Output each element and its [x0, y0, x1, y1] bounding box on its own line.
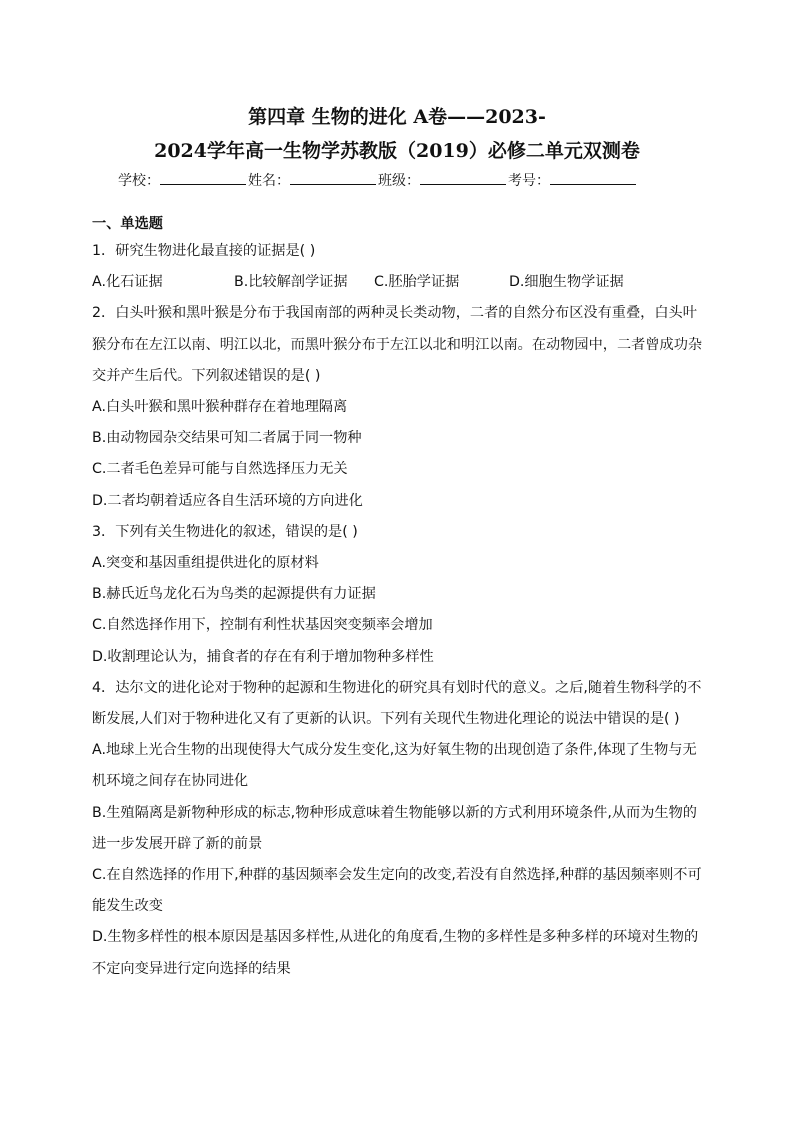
school-field[interactable]	[118, 169, 248, 192]
option-a[interactable]: A.化石证据	[92, 274, 163, 291]
exam-number-label: 考号：	[508, 173, 550, 189]
question-3	[92, 517, 704, 673]
section-heading: 一、单选题	[92, 216, 163, 232]
option-d[interactable]: D.二者均朝着适应各自生活环境的方向进化	[92, 492, 363, 509]
class-field[interactable]	[378, 169, 508, 192]
class-label: 班级：	[378, 173, 420, 189]
question-stem: 3．下列有关生物进化的叙述，错误的是( )	[92, 523, 358, 540]
options-row	[92, 267, 704, 298]
option-a[interactable]: A.突变和基因重组提供进化的原材料	[92, 555, 319, 572]
exam-number-blank[interactable]	[550, 169, 636, 185]
name-blank[interactable]	[290, 169, 376, 185]
option-b[interactable]: B.由动物园杂交结果可知二者属于同一物种	[92, 430, 362, 447]
option-a[interactable]: A.地球上光合生物的出现使得大气成分发生变化,这为好氧生物的出现创造了条件,体现了生物与无机环境之间存在协同进化	[92, 742, 697, 790]
exam-number-field[interactable]	[508, 169, 638, 192]
option-b[interactable]: B.生殖隔离是新物种形成的标志,物种形成意味着生物能够以新的方式利用环境条件,从而为生物的进一步发展开辟了新的前景	[92, 804, 697, 852]
question-stem: 4．达尔文的进化论对于物种的起源和生物进化的研究具有划时代的意义。之后,随着生物科学的不断发展,人们对于物种进化又有了更新的认识。下列有关现代生物进化理论的说法中错误的是( )	[92, 679, 702, 728]
option-c[interactable]: C.二者毛色差异可能与自然选择压力无关	[92, 461, 348, 478]
option-d[interactable]: D.收割理论认为，捕食者的存在有利于增加物种多样性	[92, 648, 434, 665]
option-c[interactable]: C.自然选择作用下，控制有利性状基因突变频率会增加	[92, 617, 433, 634]
question-4	[92, 673, 704, 985]
name-field[interactable]	[248, 169, 378, 192]
exam-content	[92, 212, 704, 985]
exam-title	[60, 100, 734, 168]
option-c[interactable]: C.在自然选择的作用下,种群的基因频率会发生定向的改变,若没有自然选择,种群的基因频率则不可能发生改变	[92, 867, 702, 915]
school-blank[interactable]	[160, 169, 246, 185]
option-d[interactable]: D.生物多样性的根本原因是基因多样性,从进化的角度看,生物的多样性是多种多样的环境对生物的不定向变异进行定向选择的结果	[92, 929, 699, 977]
title-line-1: 第四章 生物的进化 A卷——2023-	[248, 106, 546, 128]
title-line-2: 2024学年高一生物学苏教版（2019）必修二单元双测卷	[154, 140, 640, 162]
student-info-row	[118, 169, 678, 192]
name-label: 姓名：	[248, 173, 290, 189]
question-stem: 2．白头叶猴和黑叶猴是分布于我国南部的两种灵长类动物，二者的自然分布区没有重叠，白头叶猴分布在左江以南、明江以北，而黑叶猴分布于左江以北和明江以南。在动物园中，二者曾成功杂交并产生后代。下列叙述错误的是( )	[92, 305, 703, 384]
option-b[interactable]: B.赫氏近鸟龙化石为鸟类的起源提供有力证据	[92, 586, 376, 603]
option-b[interactable]: B.比较解剖学证据	[234, 274, 348, 291]
option-d[interactable]: D.细胞生物学证据	[509, 274, 624, 291]
class-blank[interactable]	[420, 169, 506, 185]
question-1	[92, 236, 704, 298]
option-a[interactable]: A.白头叶猴和黑叶猴种群存在着地理隔离	[92, 399, 348, 416]
school-label: 学校：	[118, 173, 160, 189]
question-2	[92, 298, 704, 516]
question-stem: 1．研究生物进化最直接的证据是( )	[92, 243, 316, 259]
option-c[interactable]: C.胚胎学证据	[374, 274, 460, 291]
